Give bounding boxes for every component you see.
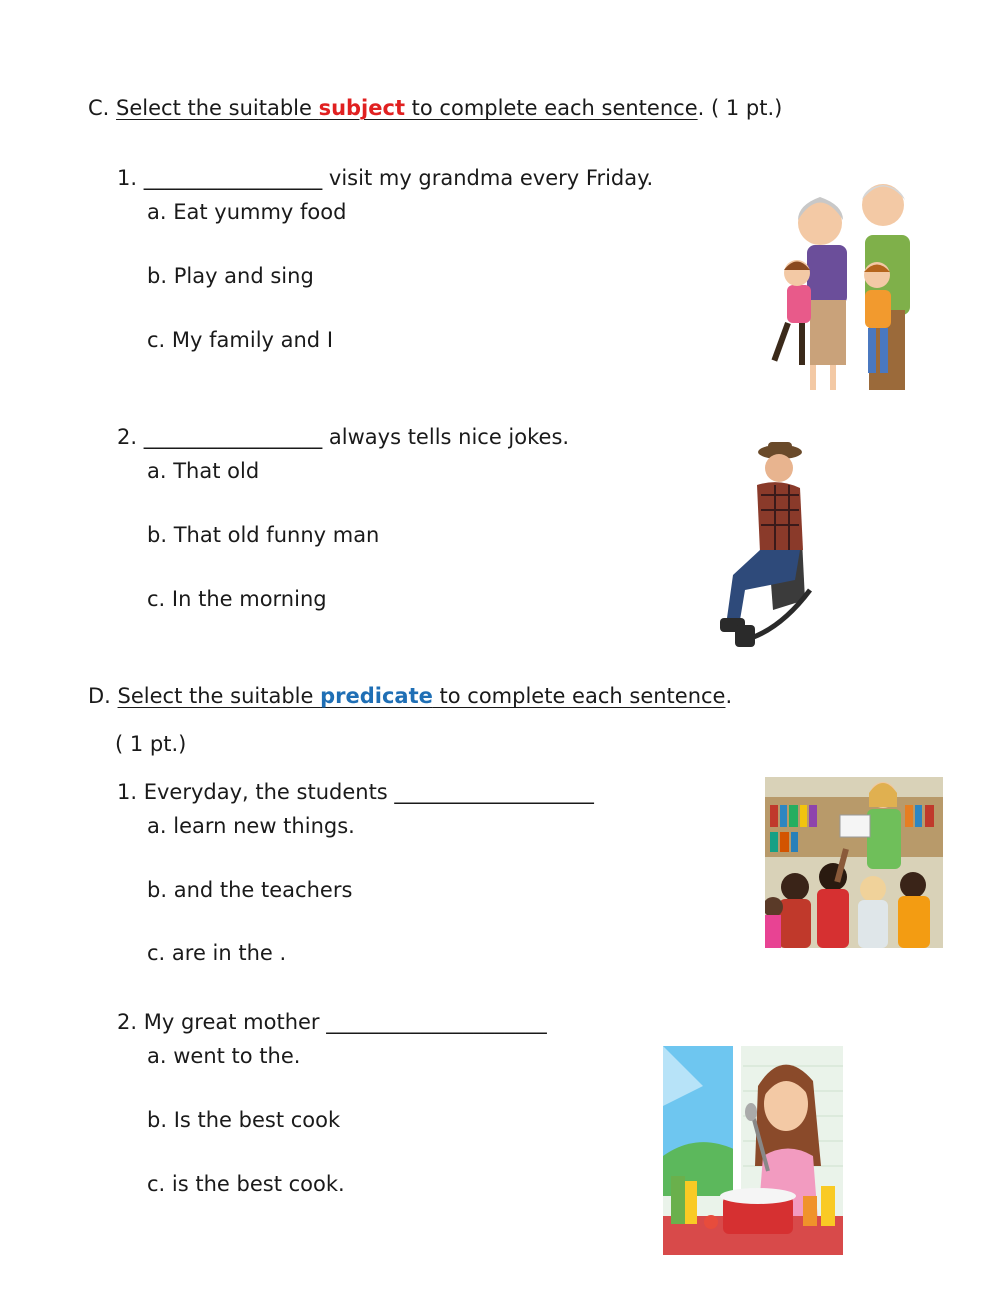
option-d2-c[interactable] bbox=[147, 1172, 345, 1196]
option-letter: a. bbox=[147, 814, 167, 838]
mother-cooking-picture bbox=[663, 1046, 843, 1255]
keyword-predicate: predicate bbox=[320, 684, 433, 708]
answer-blank[interactable]: ___________________ bbox=[394, 780, 594, 804]
question-number: 2. bbox=[117, 425, 138, 449]
option-text: My family and I bbox=[171, 328, 334, 352]
question-d1 bbox=[117, 780, 594, 804]
option-letter: c. bbox=[147, 587, 166, 611]
question-number: 1. bbox=[117, 166, 138, 190]
option-text: In the morning bbox=[171, 587, 327, 611]
section-points: ( 1 pt.) bbox=[115, 732, 187, 756]
option-c1-a[interactable] bbox=[147, 200, 346, 224]
option-text: Is the best cook bbox=[173, 1108, 341, 1132]
option-d2-b[interactable] bbox=[147, 1108, 340, 1132]
option-c1-b[interactable] bbox=[147, 264, 314, 288]
option-letter: b. bbox=[147, 523, 168, 547]
option-text: Play and sing bbox=[173, 264, 314, 288]
option-d1-c[interactable] bbox=[147, 941, 286, 965]
answer-blank[interactable]: _________________ bbox=[143, 425, 323, 449]
option-d2-a[interactable] bbox=[147, 1044, 300, 1068]
section-instruction: Select the suitable subject to complete each sentence bbox=[116, 96, 698, 120]
option-text: is the best cook. bbox=[171, 1172, 345, 1196]
question-c1 bbox=[117, 166, 653, 190]
option-letter: b. bbox=[147, 878, 168, 902]
section-instruction: Select the suitable predicate to complete each sentence bbox=[117, 684, 726, 708]
section-letter: D. bbox=[88, 684, 111, 708]
option-text: That old bbox=[173, 459, 260, 483]
option-c2-a[interactable] bbox=[147, 459, 259, 483]
old-man-picture bbox=[705, 440, 815, 655]
section-d-heading: D. Select the suitable predicate to complete each sentence. bbox=[88, 684, 733, 708]
classroom-picture bbox=[765, 777, 943, 948]
answer-blank[interactable]: _________________ bbox=[143, 166, 323, 190]
answer-blank[interactable]: _____________________ bbox=[326, 1010, 547, 1034]
option-text: Eat yummy food bbox=[173, 200, 347, 224]
option-text: and the teachers bbox=[173, 878, 353, 902]
question-text: My great mother bbox=[143, 1010, 327, 1034]
option-letter: b. bbox=[147, 264, 168, 288]
option-text: That old funny man bbox=[173, 523, 380, 547]
option-letter: c. bbox=[147, 941, 166, 965]
option-c1-c[interactable] bbox=[147, 328, 333, 352]
option-c2-b[interactable] bbox=[147, 523, 379, 547]
question-text: Everyday, the students bbox=[143, 780, 395, 804]
option-letter: a. bbox=[147, 1044, 167, 1068]
option-d1-b[interactable] bbox=[147, 878, 352, 902]
option-d1-a[interactable] bbox=[147, 814, 355, 838]
question-text: visit my grandma every Friday. bbox=[322, 166, 654, 190]
grandparents-picture bbox=[765, 175, 920, 400]
section-letter: C. bbox=[88, 96, 110, 120]
option-letter: a. bbox=[147, 459, 167, 483]
question-text: always tells nice jokes. bbox=[322, 425, 570, 449]
option-letter: b. bbox=[147, 1108, 168, 1132]
option-c2-c[interactable] bbox=[147, 587, 327, 611]
question-number: 2. bbox=[117, 1010, 138, 1034]
keyword-subject: subject bbox=[318, 96, 405, 120]
option-letter: a. bbox=[147, 200, 167, 224]
option-letter: c. bbox=[147, 328, 166, 352]
section-points: . ( 1 pt.) bbox=[697, 96, 783, 120]
option-text: are in the . bbox=[171, 941, 287, 965]
section-c-heading bbox=[88, 96, 782, 120]
option-text: learn new things. bbox=[173, 814, 355, 838]
option-text: went to the. bbox=[173, 1044, 301, 1068]
question-c2 bbox=[117, 425, 569, 449]
question-d2 bbox=[117, 1010, 547, 1034]
question-number: 1. bbox=[117, 780, 138, 804]
option-letter: c. bbox=[147, 1172, 166, 1196]
